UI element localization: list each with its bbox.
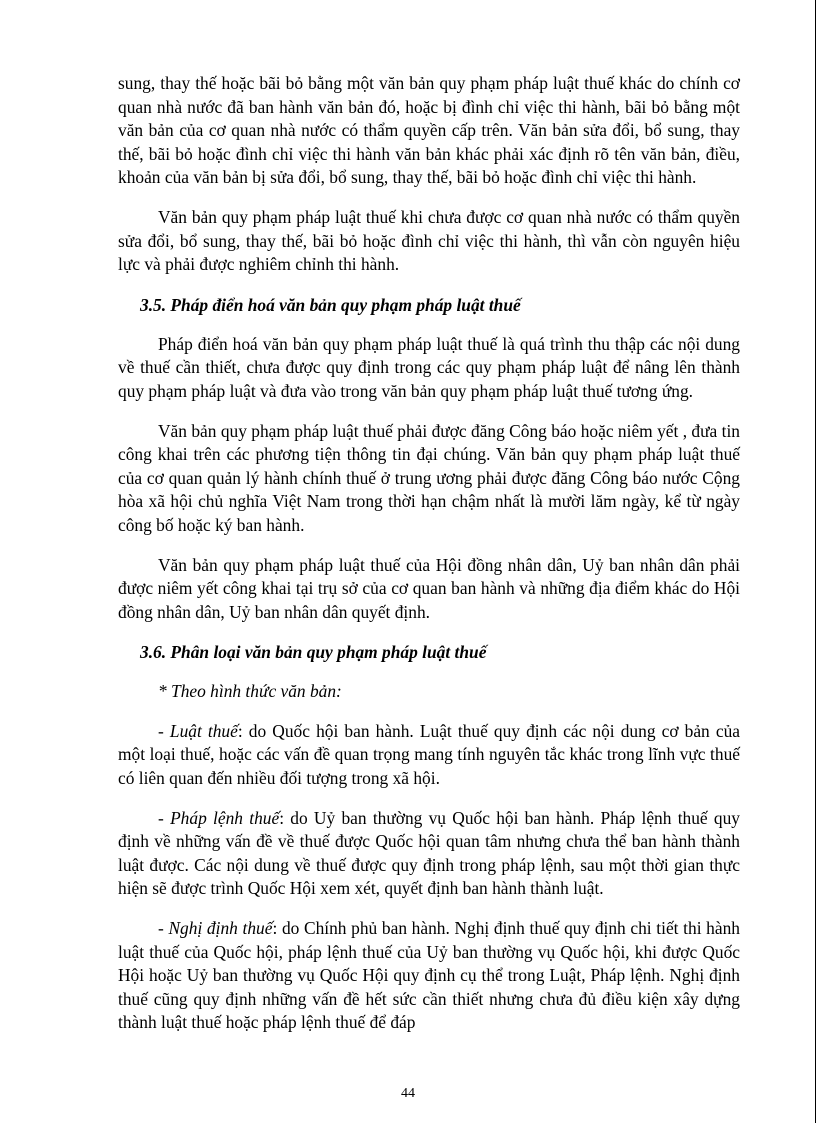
paragraph: Văn bản quy phạm pháp luật thuế phải được đăng Công báo hoặc niêm yết , đưa tin công khai trên các phương tiện thông tin đại chúng. Văn bản quy phạm pháp luật thuế của cơ quan quản lý hành chính thuế ở trung ương phải được đăng Công báo nước Cộng hòa xã hội chủ nghĩa Việt Nam trong thời hạn chậm nhất là mười lăm ngày, kể từ ngày công bố hoặc ký ban hành.	[118, 420, 740, 535]
list-item	[118, 807, 740, 901]
item-text: : do Chính phủ ban hành. Nghị định thuế quy định chi tiết thi hành luật thuế của Quốc hội, pháp lệnh thuế của Uỷ ban thường vụ Quốc hội, khi được Quốc Hội hoặc Uỷ ban thường vụ Quốc Hội quy định cụ thể trong Luật, Pháp lệnh. Nghị định thuế cũng quy định những vấn đề hết sức cần thiết nhưng chưa đủ điều kiện xây dựng thành luật thuế hoặc pháp lệnh thuế để đáp	[118, 918, 740, 1033]
page-content	[118, 72, 740, 1051]
item-term: Pháp lệnh thuế	[170, 807, 280, 828]
section-heading-3-6: 3.6. Phân loại văn bản quy phạm pháp luật thuế	[140, 642, 487, 663]
item-term: Nghị định thuế	[168, 918, 273, 939]
item-term: Luật thuế	[169, 720, 238, 741]
list-item	[118, 917, 740, 1035]
paragraph: Pháp điển hoá văn bản quy phạm pháp luật thuế là quá trình thu thập các nội dung về thuế cần thiết, chưa được quy định trong các quy phạm pháp luật để nâng lên thành quy phạm pháp luật và đưa vào trong văn bản quy phạm pháp luật thuế tương ứng.	[118, 333, 740, 401]
item-prefix: -	[158, 807, 171, 828]
section-heading-3-5: 3.5. Pháp điển hoá văn bản quy phạm pháp luật thuế	[140, 294, 521, 315]
subheading: * Theo hình thức văn bản:	[158, 681, 342, 702]
item-text: : do Quốc hội ban hành. Luật thuế quy định các nội dung cơ bản của một loại thuế, hoặc các vấn đề quan trọng mang tính nguyên tắc khác trong lĩnh vực thuế có liên quan đến nhiều đối tượng trong xã hội.	[118, 720, 740, 789]
paragraph: Văn bản quy phạm pháp luật thuế khi chưa được cơ quan nhà nước có thẩm quyền sửa đổi, bổ sung, thay thế, bãi bỏ hoặc đình chỉ việc thi hành, thì vẫn còn nguyên hiệu lực và phải được nghiêm chỉnh thi hành.	[118, 206, 740, 275]
paragraph: Văn bản quy phạm pháp luật thuế của Hội đồng nhân dân, Uỷ ban nhân dân phải được niêm yết công khai tại trụ sở của cơ quan ban hành và những địa điểm khác do Hội đồng nhân dân, Uỷ ban nhân dân quyết định.	[118, 554, 740, 622]
item-prefix: -	[158, 720, 170, 741]
paragraph: sung, thay thế hoặc bãi bỏ bằng một văn bản quy phạm pháp luật thuế khác do chính cơ quan nhà nước đã ban hành văn bản đó, hoặc bị đình chỉ việc thi hành, bãi bỏ bằng một văn bản của cơ quan nhà nước có thẩm quyền cấp trên. Văn bản sửa đổi, bổ sung, thay thế, bãi bỏ hoặc đình chỉ việc thi hành văn bản khác phải xác định rõ tên văn bản, điều, khoản của văn bản bị sửa đổi, bổ sung, thay thế, bãi bỏ hoặc đình chỉ việc thi hành.	[118, 73, 740, 188]
page-number: 44	[401, 1086, 415, 1101]
list-item	[118, 720, 740, 791]
item-text: : do Uỷ ban thường vụ Quốc hội ban hành. Pháp lệnh thuế quy định về những vấn đề về thuế được Quốc hội quan tâm nhưng chưa thể ban hành thành luật được. Các nội dung về thuế được quy định trong pháp lệnh, sau một thời gian thực hiện sẽ được trình Quốc Hội xem xét, quyết định ban hành thành luật.	[118, 807, 740, 899]
item-prefix: -	[158, 918, 169, 939]
